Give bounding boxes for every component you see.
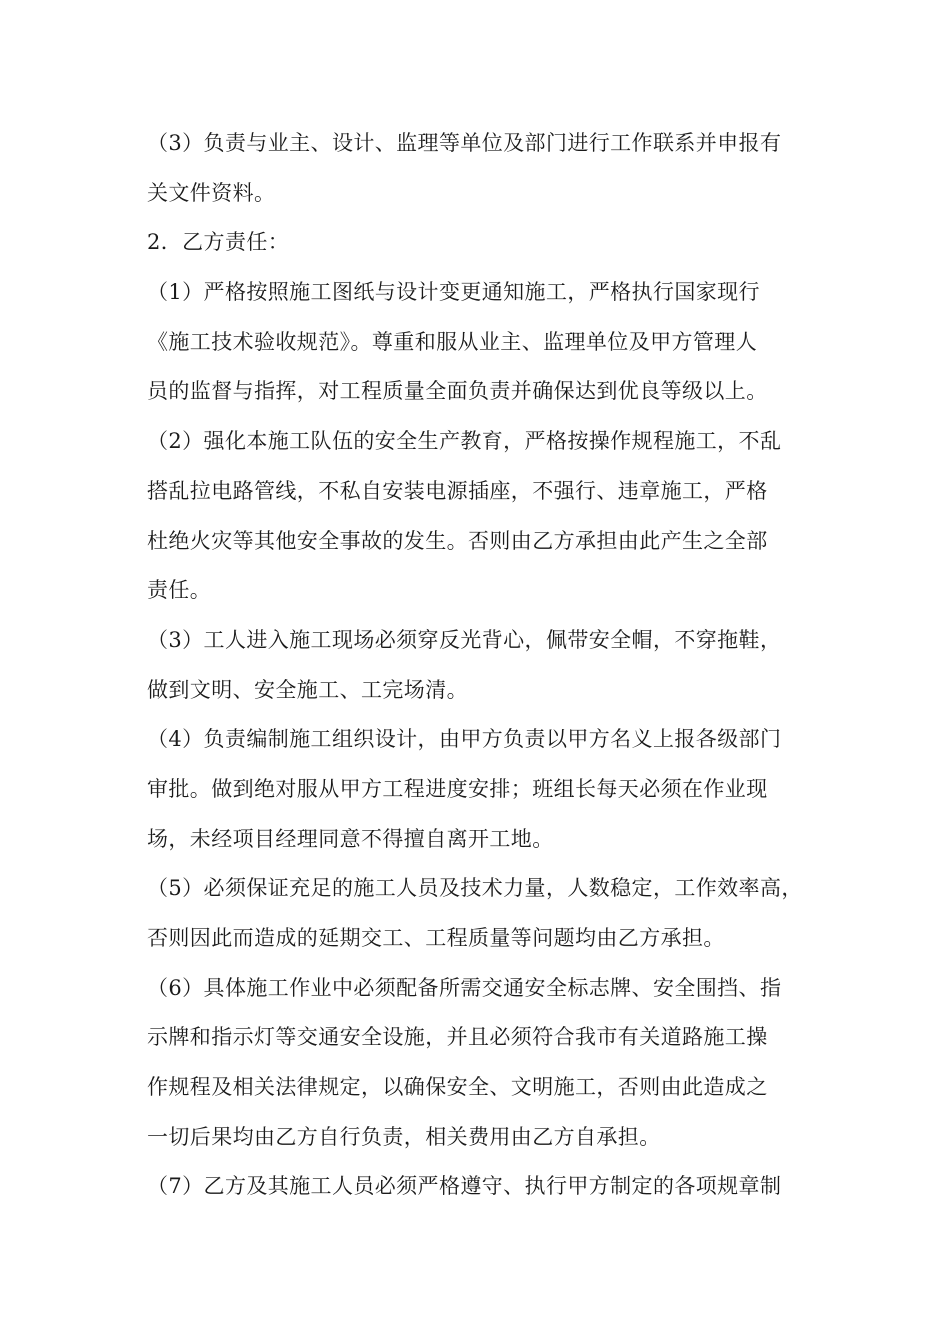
text-line: 员的监督与指挥，对工程质量全面负责并确保达到优良等级以上。 [147,379,768,404]
text-line: 做到文明、安全施工、工完场清。 [147,677,468,702]
text-line: 杜绝火灾等其他安全事故的发生。否则由乙方承担由此产生之全部 [147,528,768,553]
text-line: （7）乙方及其施工人员必须严格遵守、执行甲方制定的各项规章制 [147,1174,782,1199]
text-line: （2）强化本施工队伍的安全生产教育，严格按操作规程施工，不乱 [147,429,782,454]
text-line: 一切后果均由乙方自行负责，相关费用由乙方自承担。 [147,1124,661,1149]
text-line: 作规程及相关法律规定，以确保安全、文明施工，否则由此造成之 [147,1075,768,1100]
text-line: 《施工技术验收规范》。尊重和服从业主、监理单位及甲方管理人 [147,329,758,354]
text-line: 关文件资料。 [147,180,276,205]
document-body [147,119,827,1212]
text-line: （5）必须保证充足的施工人员及技术力量，人数稳定，工作效率高， [147,876,803,901]
text-line: 责任。 [147,578,212,603]
text-line: 场，未经项目经理同意不得擅自离开工地。 [147,826,554,851]
text-line: （4）负责编制施工组织设计，由甲方负责以甲方名义上报各级部门 [147,727,782,752]
text-line: 示牌和指示灯等交通安全设施，并且必须符合我市有关道路施工操 [147,1025,768,1050]
text-line: 审批。做到绝对服从甲方工程进度安排；班组长每天必须在作业现 [147,776,768,801]
text-line: （3）负责与业主、设计、监理等单位及部门进行工作联系并申报有 [147,131,782,155]
text-line: （3）工人进入施工现场必须穿反光背心，佩带安全帽，不穿拖鞋， [147,627,782,652]
section-heading: 2．乙方责任： [147,230,290,255]
text-line: 否则因此而造成的延期交工、工程质量等问题均由乙方承担。 [147,926,725,950]
text-line: （6）具体施工作业中必须配备所需交通安全标志牌、安全围挡、指 [147,975,782,1000]
text-line: （1）严格按照施工图纸与设计变更通知施工，严格执行国家现行 [147,280,760,305]
text-line: 搭乱拉电路管线，不私自安装电源插座，不强行、违章施工，严格 [147,478,768,503]
